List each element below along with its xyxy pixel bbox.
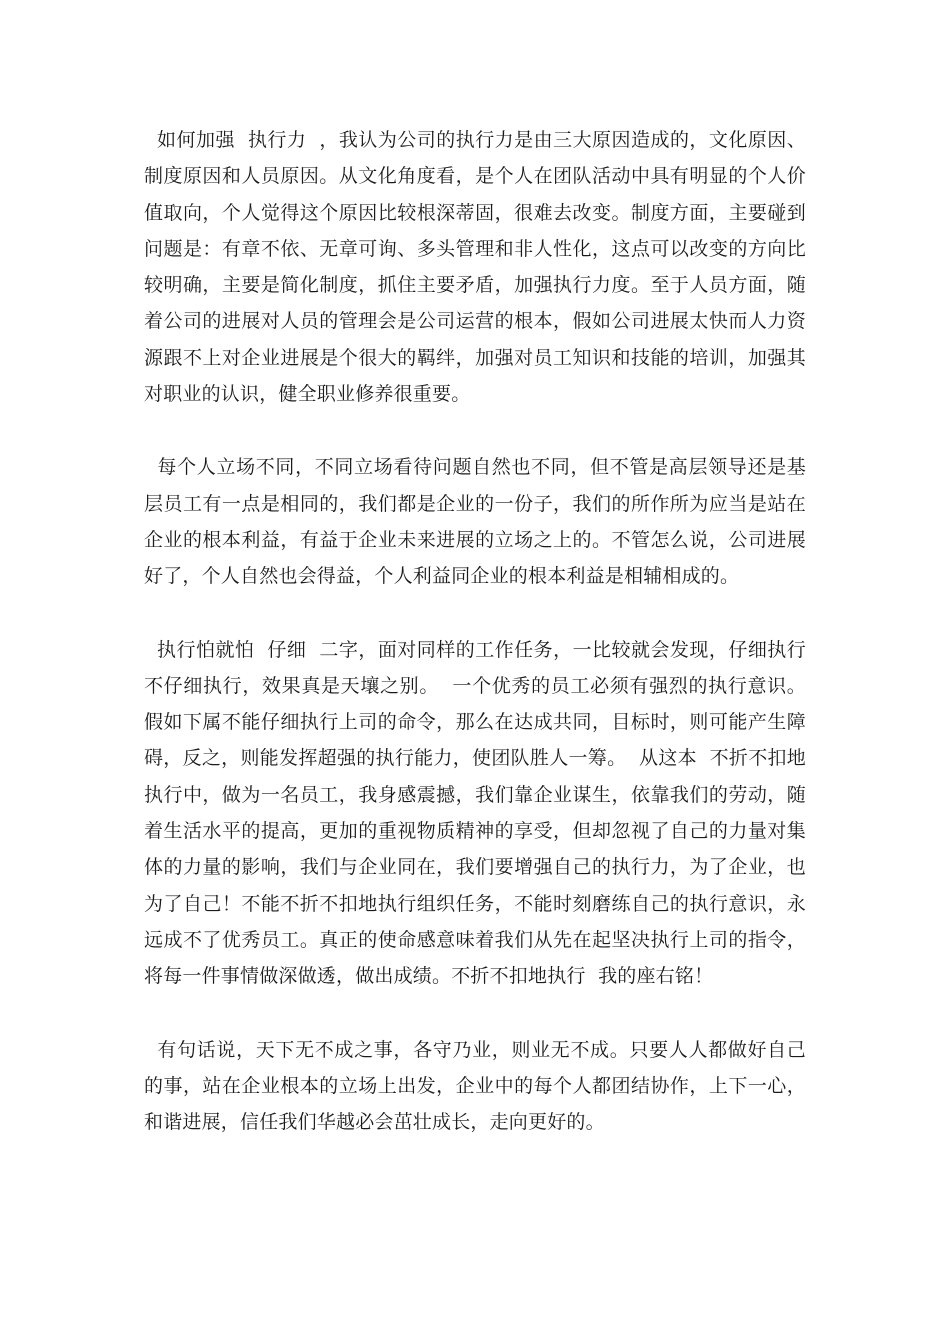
paragraph-conclusion: 有句话说，天下无不成之事，各守乃业，则业无不成。只要人人都做好自己的事，站在企业根本的立场上出发，企业中的每个人都团结协作，上下一心，和谐进展，信任我们华越必会茁壮成长，走向更好的。: [144, 1038, 806, 1134]
paragraph-careful-execution: 执行怕就怕 仔细 二字，面对同样的工作任务，一比较就会发现，仔细执行不仔细执行，效果真是天壤之别。 一个优秀的员工必须有强烈的执行意识。假如下属不能仔细执行上司的命令，那么在达成共同，目标时，则可能产生障碍，反之，则能发挥超强的执行能力，使团队胜人一筹。 从这本 不折不扣地执行中，做为一名员工，我身感震撼，我们靠企业谋生，依靠我们的劳动，随着生活水平的提高，更加的重视物质精神的享受，但却忽视了自己的力量对集体的力量的影响，我们与企业同在，我们要增强自己的执行力，为了企业，也为了自己！不能不折不扣地执行组织任务，不能时刻磨练自己的执行意识，永远成不了优秀员工。真正的使命感意味着我们从先在起坚决执行上司的指令，将每一件事情做深做透，做出成绩。不折不扣地执行 我的座右铭！: [144, 638, 806, 988]
paragraph-shared-interest: 每个人立场不同，不同立场看待问题自然也不同，但不管是高层领导还是基层员工有一点是相同的，我们都是企业的一份子，我们的所作所为应当是站在企业的根本利益，有益于企业未来进展的立场之上的。不管怎么说，公司进展好了，个人自然也会得益，个人利益同企业的根本利益是相辅相成的。: [144, 456, 806, 588]
document-body: [144, 122, 806, 1177]
paragraph-execution-causes: 如何加强 执行力 ，我认为公司的执行力是由三大原因造成的，文化原因、制度原因和人员原因。从文化角度看，是个人在团队活动中具有明显的个人价值取向，个人觉得这个原因比较根深蒂固，很难去改变。制度方面，主要碰到问题是：有章不依、无章可询、多头管理和非人性化，这点可以改变的方向比较明确，主要是简化制度，抓住主要矛盾，加强执行力度。至于人员方面，随着公司的进展对人员的管理会是公司运营的根本，假如公司进展太快而人力资源跟不上对企业进展是个很大的羁绊，加强对员工知识和技能的培训，加强其对职业的认识，健全职业修养很重要。: [144, 129, 806, 406]
